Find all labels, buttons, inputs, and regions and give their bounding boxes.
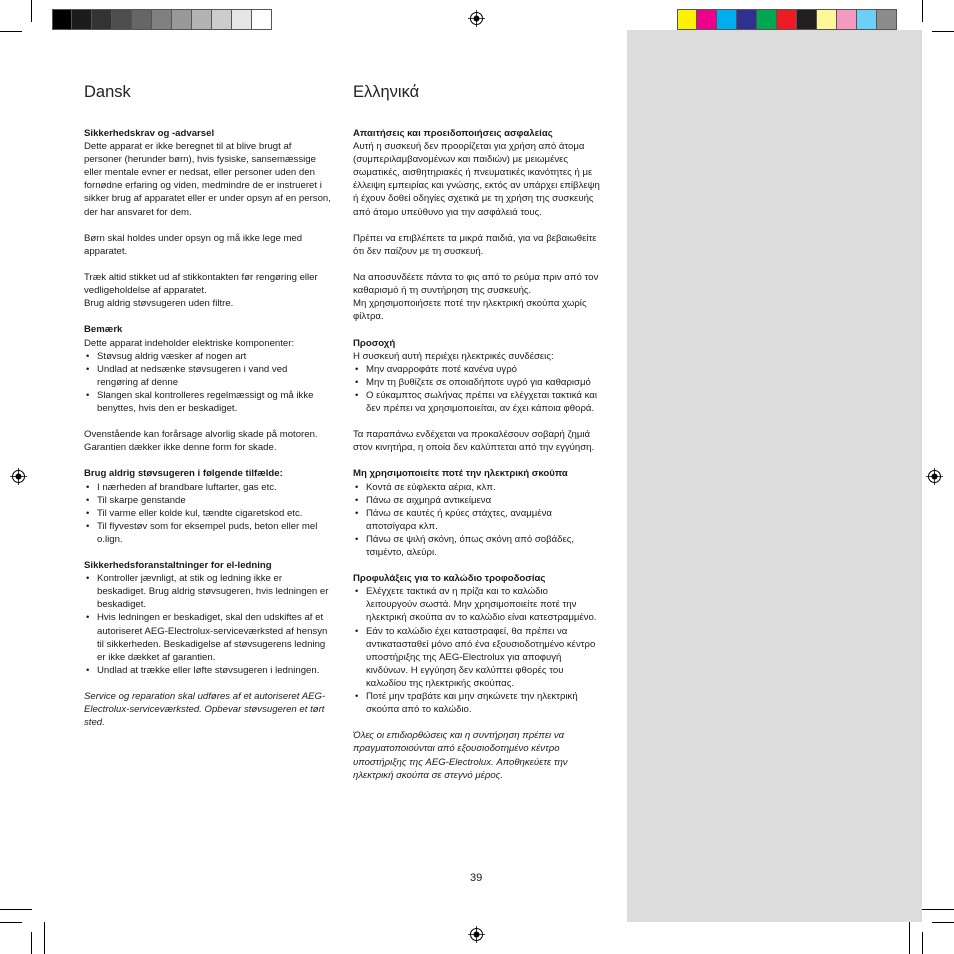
color-swatch: [797, 9, 817, 30]
color-swatch: [172, 9, 192, 30]
registration-mark-icon: [468, 926, 485, 943]
cord-heading: Προφυλάξεις για το καλώδιο τροφοδοσίας: [353, 573, 546, 585]
color-swatch: [52, 9, 72, 30]
ellinika-column: [353, 82, 600, 782]
service-footnote: Service og reparation skal udføres af et autoriseret AEG-Electrolux-serviceværksted. Opbevar støvsugeren et tørt sted.: [84, 691, 326, 729]
color-swatch: [877, 9, 897, 30]
color-swatch: [92, 9, 112, 30]
color-swatch: [232, 9, 252, 30]
note-heading: Προσοχή: [353, 337, 396, 349]
list-item: • Πάνω σε ψιλή σκόνη, όπως σκόνη από σοβάδες, τσιμέντο, αλεύρι.: [353, 533, 600, 559]
never-use-heading: Brug aldrig støvsugeren i følgende tilfælde:: [84, 468, 283, 480]
note-list: [84, 350, 331, 415]
registration-mark-icon: [926, 468, 943, 485]
list-item: • Πάνω σε καυτές ή κρύες στάχτες, αναμμένα αποτσίγαρα κλπ.: [353, 507, 600, 533]
list-item: • Ο εύκαμπτος σωλήνας πρέπει να ελέγχεται τακτικά και δεν πρέπει να χρησιμοποιείται, αν έχει κάποια φθορά.: [353, 389, 600, 415]
never-use-heading: Μη χρησιμοποιείτε ποτέ την ηλεκτρική σκούπα: [353, 468, 568, 480]
list-item: • Ελέγχετε τακτικά αν η πρίζα και το καλώδιο λειτουργούν σωστά. Μην χρησιμοποιείτε ποτέ την ηλεκτρική σκούπα αν το καλώδιο είναι κατεστραμμένο.: [353, 585, 600, 624]
list-item: • Til varme eller kolde kul, tændte cigaretskod etc.: [84, 507, 331, 520]
note-heading: Bemærk: [84, 324, 123, 336]
list-item: • Støvsug aldrig væsker af nogen art: [84, 350, 331, 363]
safety-heading: Sikkerhedskrav og -advarsel: [84, 128, 215, 139]
color-swatch: [132, 9, 152, 30]
note-list: [353, 363, 600, 415]
safety-paragraph: Αυτή η συσκευή δεν προορίζεται για χρήση από άτομα (συμπεριλαμβανομένων και παιδιών) με μειωμένες σωματικές, αισθητηριακές ή πνευματικές ικανότητες ή με έλλειψη εμπειρίας και γνώσης, εκτός αν υπάρχει επίβλεψη ή έχουν δοθεί οδηγίες σχετικά με τη χρήση της συσκευής από άτομο υπεύθυνο για την ασφάλειά τους.: [353, 141, 600, 218]
list-item: • I nærheden af brandbare luftarter, gas etc.: [84, 481, 331, 494]
damage-paragraph: Τα παραπάνω ενδέχεται να προκαλέσουν σοβαρή ζημιά στον κινητήρα, η οποία δεν καλύπτεται από την εγγύηση.: [353, 429, 595, 454]
safety-heading: Απαιτήσεις και προειδοποιήσεις ασφαλείας: [353, 128, 553, 139]
color-swatch: [837, 9, 857, 30]
color-swatch: [72, 9, 92, 30]
list-item: • Μην αναρροφάτε ποτέ κανένα υγρό: [353, 363, 600, 376]
list-item: • Slangen skal kontrolleres regelmæssigt og må ikke benyttes, hvis den er beskadiget.: [84, 389, 331, 415]
cord-heading: Sikkerhedsforanstaltninger for el-ledning: [84, 560, 272, 572]
unplug-paragraph: Να αποσυνδέετε πάντα το φις από το ρεύμα πριν από τον καθαρισμό ή τη συντήρηση της συσκευής.: [353, 272, 599, 297]
color-swatch: [677, 9, 697, 30]
damage-paragraph: Ovenstående kan forårsage alvorlig skade på motoren. Garantien dækker ikke denne form for skade.: [84, 429, 318, 454]
gray-side-panel: [627, 30, 922, 922]
list-item: • Undlad at trække eller løfte støvsugeren i ledningen.: [84, 664, 331, 677]
never-use-list: [84, 481, 331, 546]
grayscale-color-bar: [52, 9, 272, 30]
safety-paragraph: Dette apparat er ikke beregnet til at blive brugt af personer (herunder børn), hvis fysiske, sansemæssige eller mentale evner er nedsat, eller personer uden den fornødne erfaring og viden, medmindre de er instrueret i sikker brug af apparatet eller er under opsyn af en person, der har ansvaret for dem.: [84, 141, 331, 218]
filter-paragraph: Brug aldrig støvsugeren uden filtre.: [84, 298, 234, 310]
color-swatch: [857, 9, 877, 30]
filter-paragraph: Μη χρησιμοποιήσετε ποτέ την ηλεκτρική σκούπα χωρίς φίλτρα.: [353, 298, 587, 323]
color-swatch: [212, 9, 232, 30]
dansk-column: [84, 82, 331, 729]
note-intro: Dette apparat indeholder elektriske komponenter:: [84, 337, 295, 349]
color-swatch: [192, 9, 212, 30]
ellinika-title: Ελληνικά: [353, 83, 420, 101]
children-paragraph: Børn skal holdes under opsyn og må ikke lege med apparatet.: [84, 232, 303, 257]
list-item: • Hvis ledningen er beskadiget, skal den udskiftes af et autoriseret AEG-Electrolux-serviceværksted af hensyn til sikkerheden. Beskadigelse af støvsugerens ledning er ikke dækket af garantien.: [84, 611, 331, 663]
note-intro: Η συσκευή αυτή περιέχει ηλεκτρικές συνδέσεις:: [353, 350, 554, 362]
page-number: 39: [470, 872, 483, 884]
children-paragraph: Πρέπει να επιβλέπετε τα μικρά παιδιά, για να βεβαιωθείτε ότι δεν παίζουν με τη συσκευή.: [353, 232, 597, 257]
list-item: • Kontroller jævnligt, at stik og ledning ikke er beskadiget. Brug aldrig støvsugeren, hvis ledningen er beskadiget.: [84, 572, 331, 611]
color-swatch: [737, 9, 757, 30]
list-item: • Εάν το καλώδιο έχει καταστραφεί, θα πρέπει να αντικατασταθεί μόνο από ένα εξουσιοδοτημένο κέντρο υποστήριξης της AEG-Electrolux για αποφυγή κινδύνων. Η εγγύηση δεν καλύπτει φθορές του καλωδίου της ηλεκτρικής σκούπας.: [353, 625, 600, 690]
color-swatch: [777, 9, 797, 30]
dansk-title: Dansk: [84, 83, 131, 101]
list-item: • Πάνω σε αιχμηρά αντικείμενα: [353, 494, 600, 507]
color-swatch: [757, 9, 777, 30]
registration-mark-icon: [10, 468, 27, 485]
list-item: • Til skarpe genstande: [84, 494, 331, 507]
never-use-list: [353, 481, 600, 560]
list-item: • Μην τη βυθίζετε σε οποιαδήποτε υγρό για καθαρισμό: [353, 376, 600, 389]
list-item: • Κοντά σε εύφλεκτα αέρια, κλπ.: [353, 481, 600, 494]
color-swatch: [817, 9, 837, 30]
color-swatch: [112, 9, 132, 30]
registration-mark-icon: [468, 10, 485, 27]
color-swatch: [252, 9, 272, 30]
process-color-bar: [677, 9, 897, 30]
cord-list: [353, 585, 600, 716]
color-swatch: [717, 9, 737, 30]
list-item: • Undlad at nedsænke støvsugeren i vand ved rengøring af denne: [84, 363, 331, 389]
unplug-paragraph: Træk altid stikket ud af stikkontakten før rengøring eller vedligeholdelse af apparatet.: [84, 272, 318, 297]
color-swatch: [697, 9, 717, 30]
list-item: • Ποτέ μην τραβάτε και μην σηκώνετε την ηλεκτρική σκούπα από το καλώδιο.: [353, 690, 600, 716]
list-item: • Til flyvestøv som for eksempel puds, beton eller mel o.lign.: [84, 520, 331, 546]
service-footnote: Όλες οι επιδιορθώσεις και η συντήρηση πρέπει να πραγματοποιούνται από εξουσιοδοτημένο κέντρο υποστήριξης της AEG-Electrolux. Αποθηκεύετε την ηλεκτρική σκούπα σε στεγνό μέρος.: [353, 730, 568, 781]
cord-list: [84, 572, 331, 677]
color-swatch: [152, 9, 172, 30]
